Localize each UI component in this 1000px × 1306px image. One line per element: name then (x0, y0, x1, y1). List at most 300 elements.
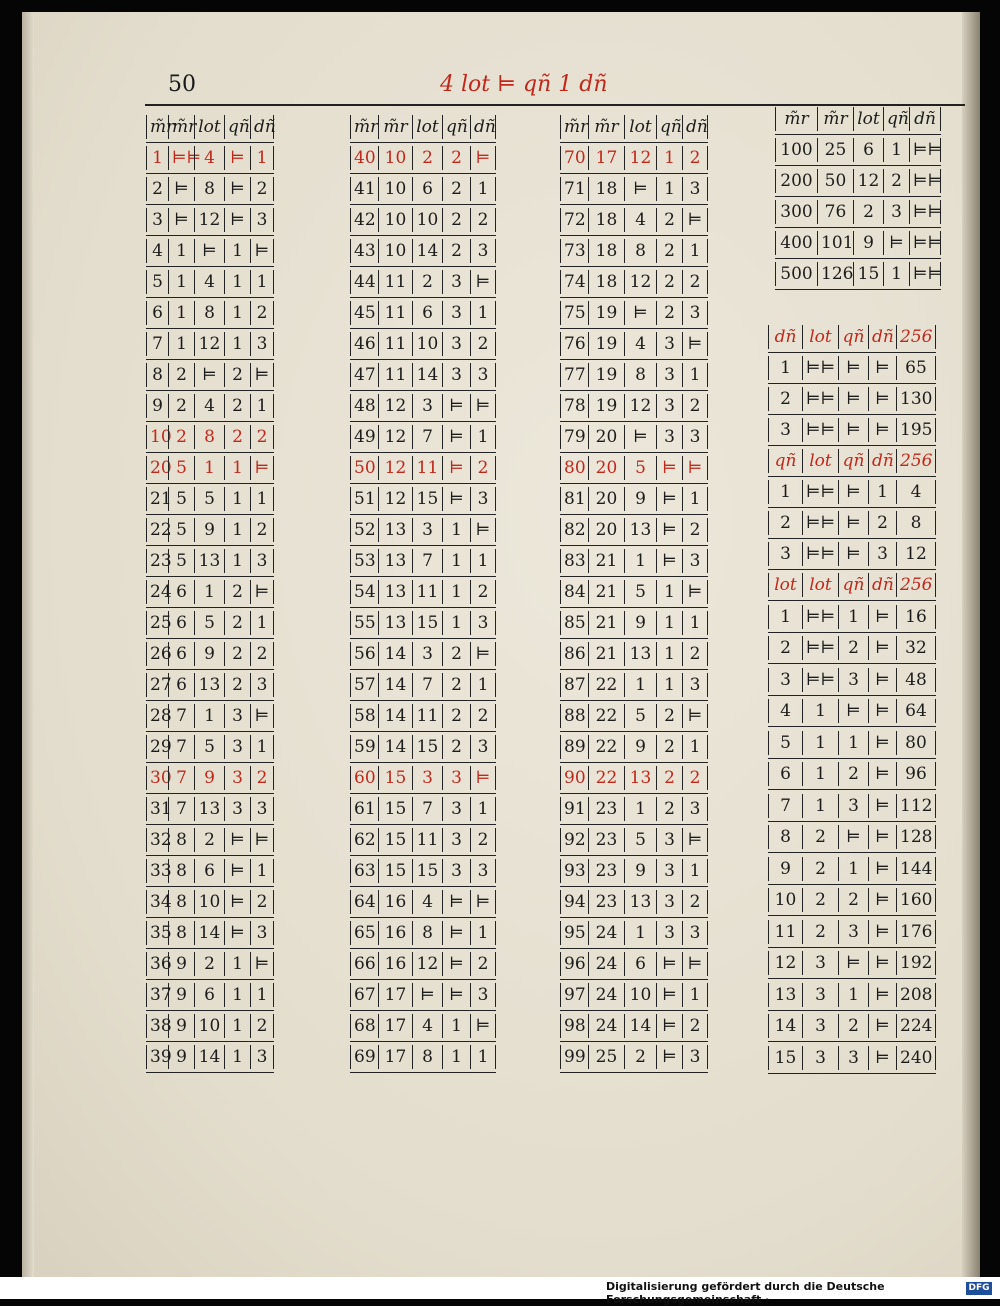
table-cell: 10 (378, 177, 412, 201)
table-cell: 27 (146, 673, 168, 697)
table-cell: ⊨ (442, 983, 470, 1007)
table-cell: 2 (168, 394, 194, 418)
table-cell: 1 (624, 797, 656, 821)
table-cell: 3 (224, 735, 250, 759)
table-cell: 35 (146, 921, 168, 945)
table-cell: 50 (817, 169, 853, 193)
table-cell: 2 (802, 920, 838, 944)
table-cell: 25 (146, 611, 168, 635)
table-cell: 1 (168, 301, 194, 325)
table-cell: 24 (146, 580, 168, 604)
table-cell: ⊨⊨ (909, 138, 941, 162)
table-row (350, 1011, 496, 1042)
table-row (768, 1043, 936, 1074)
table-cell: 34 (146, 890, 168, 914)
table-cell: 37 (146, 983, 168, 1007)
table-cell: 3 (442, 332, 470, 356)
table-cell: 1 (682, 487, 708, 511)
table-cell: 24 (588, 952, 624, 976)
table-cell: 2 (802, 888, 838, 912)
table-cell: 3 (250, 797, 274, 821)
table-cell: 1 (682, 239, 708, 263)
table-cell: 1 (470, 301, 496, 325)
table-header-cell: m̃r (146, 115, 168, 139)
table-cell: 9 (768, 857, 802, 881)
table-cell: 19 (588, 363, 624, 387)
table-cell: ⊨⊨ (802, 605, 838, 629)
table-cell: 1 (224, 456, 250, 480)
table-cell: 3 (656, 425, 682, 449)
table-cell: 4 (194, 394, 224, 418)
table-cell: ⊨ (868, 857, 896, 881)
table-row (350, 484, 496, 515)
table-cell: ⊨ (868, 668, 896, 692)
table-cell: 40 (350, 146, 378, 170)
table-cell: 24 (588, 921, 624, 945)
table-row (350, 949, 496, 980)
table-cell: 85 (560, 611, 588, 635)
table-cell: 15 (412, 611, 442, 635)
table-cell: 2 (682, 518, 708, 542)
table-cell: 25 (588, 1045, 624, 1069)
table-cell: 14 (412, 363, 442, 387)
table-cell: 13 (194, 797, 224, 821)
table-cell: 9 (624, 735, 656, 759)
table-header-cell: qñ (838, 449, 868, 473)
table-cell: 63 (350, 859, 378, 883)
table-cell: 7 (168, 735, 194, 759)
table-cell: 3 (224, 766, 250, 790)
table-header-cell: dñ (868, 325, 896, 349)
table-cell: 8 (624, 363, 656, 387)
table-cell: 81 (560, 487, 588, 511)
table-cell: 12 (378, 487, 412, 511)
table-cell: 21 (588, 549, 624, 573)
table-cell: 53 (350, 549, 378, 573)
table-cell: ⊨⊨ (802, 668, 838, 692)
table-cell: 1 (470, 177, 496, 201)
table-row (768, 1011, 936, 1042)
table-cell: 2 (656, 766, 682, 790)
table-cell: ⊨ (470, 394, 496, 418)
table-cell: 16 (378, 921, 412, 945)
table-cell: ⊨ (868, 888, 896, 912)
table-cell: 68 (350, 1014, 378, 1038)
table-cell: 91 (560, 797, 588, 821)
table-cell: 13 (624, 642, 656, 666)
table-cell: 1 (768, 605, 802, 629)
table-row (146, 887, 274, 918)
table-cell: ⊨ (250, 239, 274, 263)
table-header-cell: dñ (868, 573, 896, 597)
table-cell: 1 (883, 138, 909, 162)
table-cell: 6 (168, 642, 194, 666)
table-cell: 3 (470, 239, 496, 263)
table-cell: 2 (250, 177, 274, 201)
table-cell: ⊨ (442, 952, 470, 976)
table-cell: 3 (146, 208, 168, 232)
table-cell: ⊨ (470, 890, 496, 914)
table-row (146, 453, 274, 484)
table-row (350, 143, 496, 174)
table-row (146, 670, 274, 701)
table-cell: 2 (682, 890, 708, 914)
table-row (350, 856, 496, 887)
table-cell: 3 (250, 1045, 274, 1069)
table-header-cell: qñ (656, 115, 682, 139)
table-cell: 2 (682, 394, 708, 418)
table-cell: 19 (588, 332, 624, 356)
table-cell: 1 (224, 983, 250, 1007)
table-header-cell: m̃r (350, 115, 378, 139)
table-cell: 98 (560, 1014, 588, 1038)
table-cell: 8 (146, 363, 168, 387)
table-cell: 22 (146, 518, 168, 542)
table-cell: 3 (682, 1045, 708, 1069)
table-row (560, 515, 708, 546)
table-cell: 52 (350, 518, 378, 542)
table-row (560, 701, 708, 732)
table-header-cell: m̃r (588, 115, 624, 139)
table-cell: 6 (146, 301, 168, 325)
table-row (768, 822, 936, 853)
table-cell: ⊨ (442, 890, 470, 914)
table-header-row (768, 322, 936, 353)
table-cell: 12 (768, 951, 802, 975)
table-cell: 1 (194, 456, 224, 480)
table-cell: 2 (194, 828, 224, 852)
table-cell: 3 (250, 332, 274, 356)
table-cell: 8 (896, 511, 936, 535)
table-cell: 3 (250, 208, 274, 232)
table-cell: 96 (560, 952, 588, 976)
table-cell: 101 (817, 231, 853, 255)
table-cell: 1 (442, 518, 470, 542)
table-header-cell: m̃r (168, 115, 194, 139)
table-cell: 95 (560, 921, 588, 945)
table-cell: ⊨ (224, 859, 250, 883)
table-row (350, 825, 496, 856)
table-cell: ⊨ (656, 549, 682, 573)
table-cell: 56 (350, 642, 378, 666)
table-cell: 12 (624, 270, 656, 294)
table-cell: 2 (470, 952, 496, 976)
table-cell: 11 (378, 363, 412, 387)
table-cell: 15 (378, 797, 412, 821)
table-row (146, 484, 274, 515)
table-row (560, 856, 708, 887)
table-cell: ⊨⊨ (802, 636, 838, 660)
table-cell: 5 (624, 580, 656, 604)
table-cell: 14 (768, 1014, 802, 1038)
table-cell: 1 (224, 270, 250, 294)
table-cell: 10 (768, 888, 802, 912)
table-cell: 21 (588, 642, 624, 666)
table-header-row (146, 112, 274, 143)
table-cell: 22 (588, 735, 624, 759)
table-cell: 11 (412, 828, 442, 852)
table-cell: 3 (656, 828, 682, 852)
table-cell: 57 (350, 673, 378, 697)
table-cell: 73 (560, 239, 588, 263)
table-cell: ⊨ (682, 580, 708, 604)
table-row (560, 577, 708, 608)
table-cell: 1 (250, 146, 274, 170)
table-cell: 2 (250, 301, 274, 325)
table-cell: 2 (682, 270, 708, 294)
table-header-cell: qñ (768, 449, 802, 473)
table-cell: 33 (146, 859, 168, 883)
table-cell: 90 (560, 766, 588, 790)
table-cell: ⊨ (868, 1014, 896, 1038)
table-cell: 1 (224, 301, 250, 325)
table-row (768, 602, 936, 633)
table-row (146, 515, 274, 546)
page-heading: 4 lot ⊨ qñ 1 dñ (440, 72, 608, 97)
table-header-cell: lot (768, 573, 802, 597)
table-cell: 51 (350, 487, 378, 511)
table-row (350, 608, 496, 639)
table-row (350, 391, 496, 422)
table-cell: 58 (350, 704, 378, 728)
table-cell: 8 (168, 890, 194, 914)
table-cell: 1 (470, 797, 496, 821)
table-header-cell: lot (802, 325, 838, 349)
table-row (560, 205, 708, 236)
table-cell: 75 (560, 301, 588, 325)
table-cell: 8 (194, 177, 224, 201)
table-cell: 5 (194, 735, 224, 759)
table-cell: 2 (656, 270, 682, 294)
table-cell: ⊨ (838, 542, 868, 566)
table-cell: 1 (250, 983, 274, 1007)
table-cell: 11 (378, 270, 412, 294)
table-cell: 4 (412, 890, 442, 914)
table-cell: 64 (350, 890, 378, 914)
table-row (560, 391, 708, 422)
table-cell: 2 (470, 580, 496, 604)
table-cell: 2 (470, 208, 496, 232)
table-cell: ⊨ (868, 356, 896, 380)
table-cell: ⊨ (838, 480, 868, 504)
table-row (560, 670, 708, 701)
table-cell: 8 (768, 825, 802, 849)
table-cell: 7 (168, 766, 194, 790)
table-cell: 1 (442, 580, 470, 604)
table-cell: 4 (896, 480, 936, 504)
table-cell: 80 (896, 731, 936, 755)
table-cell: 12 (378, 394, 412, 418)
table-cell: 96 (896, 762, 936, 786)
table-cell: ⊨ (868, 983, 896, 1007)
table-cell: 15 (412, 487, 442, 511)
table-header-cell: dñ (682, 115, 708, 139)
table-cell: ⊨ (682, 456, 708, 480)
table-row (768, 759, 936, 790)
table-cell: 20 (588, 425, 624, 449)
table-cell: 23 (146, 549, 168, 573)
table-row (768, 696, 936, 727)
table-cell: 176 (896, 920, 936, 944)
table-cell: 7 (412, 673, 442, 697)
table-cell: 92 (560, 828, 588, 852)
table-cell: 2 (442, 146, 470, 170)
table-cell: 86 (560, 642, 588, 666)
table-cell: 3 (682, 177, 708, 201)
table-header-cell: 256 (896, 573, 936, 597)
table-cell: 2 (768, 387, 802, 411)
table-cell: 39 (146, 1045, 168, 1069)
table-cell: 1 (838, 731, 868, 755)
table-cell: 2 (656, 239, 682, 263)
table-cell: 2 (470, 456, 496, 480)
table-cell: 54 (350, 580, 378, 604)
table-cell: 23 (588, 890, 624, 914)
table-cell: 2 (656, 735, 682, 759)
table-cell: 44 (350, 270, 378, 294)
table-cell: ⊨ (442, 425, 470, 449)
table-cell: 1 (194, 580, 224, 604)
table-cell: 2 (168, 425, 194, 449)
table-cell: 1 (802, 762, 838, 786)
table-cell: 9 (146, 394, 168, 418)
table-cell: 14 (194, 921, 224, 945)
table-cell: 14 (378, 642, 412, 666)
table-cell: 2 (224, 425, 250, 449)
table-cell: 126 (817, 262, 853, 286)
table-cell: 28 (146, 704, 168, 728)
table-cell: 17 (588, 146, 624, 170)
table-row (350, 546, 496, 577)
table-row (560, 949, 708, 980)
table-cell: 20 (588, 487, 624, 511)
table-cell: ⊨⊨ (802, 511, 838, 535)
table-cell: 14 (378, 735, 412, 759)
table-row (560, 980, 708, 1011)
table-cell: 23 (588, 797, 624, 821)
table-row (146, 360, 274, 391)
table-cell: 1 (224, 518, 250, 542)
table-cell: 80 (560, 456, 588, 480)
table-cell: 32 (146, 828, 168, 852)
table-cell: 3 (470, 487, 496, 511)
table-row (146, 732, 274, 763)
table-cell: 1 (250, 859, 274, 883)
table-row (350, 360, 496, 391)
table-cell: 69 (350, 1045, 378, 1069)
table-cell: 1 (470, 425, 496, 449)
table-cell: 11 (412, 456, 442, 480)
table-cell: 1 (802, 794, 838, 818)
table-cell: 8 (194, 425, 224, 449)
table-cell: ⊨⊨ (168, 146, 194, 170)
table-row (350, 639, 496, 670)
table-cell: 3 (838, 794, 868, 818)
table-cell: 112 (896, 794, 936, 818)
table-cell: ⊨ (868, 951, 896, 975)
table-row (775, 228, 941, 259)
table-cell: 49 (350, 425, 378, 449)
table-cell: 71 (560, 177, 588, 201)
table-cell: 10 (194, 890, 224, 914)
table-header-cell: lot (802, 573, 838, 597)
table-row (146, 236, 274, 267)
table-cell: 72 (560, 208, 588, 232)
table-cell: 3 (682, 921, 708, 945)
table-header-cell: lot (194, 115, 224, 139)
table-cell: ⊨ (224, 921, 250, 945)
table-row (768, 885, 936, 916)
table-cell: ⊨⊨ (909, 169, 941, 193)
table-cell: 17 (378, 1045, 412, 1069)
table-cell: 79 (560, 425, 588, 449)
table-cell: 14 (412, 239, 442, 263)
table-cell: 1 (883, 262, 909, 286)
table-cell: 1 (656, 673, 682, 697)
table-cell: 9 (194, 642, 224, 666)
table-cell: 2 (470, 828, 496, 852)
table-cell: ⊨ (682, 952, 708, 976)
table-header-row (768, 446, 936, 477)
table-cell: 50 (350, 456, 378, 480)
table-cell: 14 (378, 704, 412, 728)
table-cell: 1 (802, 731, 838, 755)
table-cell: 9 (168, 983, 194, 1007)
table-cell: ⊨ (838, 511, 868, 535)
table-row (560, 763, 708, 794)
table-cell: ⊨⊨ (802, 418, 838, 442)
table-cell: 93 (560, 859, 588, 883)
table-cell: 2 (146, 177, 168, 201)
table-row (768, 728, 936, 759)
table-row (768, 633, 936, 664)
table-row (768, 415, 936, 446)
table-cell: 19 (588, 394, 624, 418)
table-cell: 2 (442, 735, 470, 759)
table-row (560, 453, 708, 484)
table-cell: 2 (412, 270, 442, 294)
table-header-cell: lot (853, 107, 883, 131)
table-cell: 4 (146, 239, 168, 263)
table-cell: ⊨ (624, 301, 656, 325)
table-cell: 74 (560, 270, 588, 294)
table-row (775, 166, 941, 197)
table-cell: 3 (802, 1046, 838, 1070)
table-cell: 46 (350, 332, 378, 356)
table-row (560, 546, 708, 577)
table-cell: 2 (838, 1014, 868, 1038)
table-row (560, 1042, 708, 1073)
table-cell: 1 (802, 699, 838, 723)
table-cell: 3 (656, 363, 682, 387)
table-header-cell: dñ (909, 107, 941, 131)
table-cell: ⊨⊨ (909, 231, 941, 255)
table-cell: 5 (194, 487, 224, 511)
table-cell: ⊨ (838, 951, 868, 975)
table-cell: 78 (560, 394, 588, 418)
table-cell: 10 (146, 425, 168, 449)
table-cell: 9 (624, 859, 656, 883)
table-cell: 2 (838, 762, 868, 786)
table-cell: ⊨ (868, 605, 896, 629)
table-cell: 3 (442, 766, 470, 790)
table-cell: 70 (560, 146, 588, 170)
table-row (146, 1042, 274, 1073)
table-row (560, 360, 708, 391)
table-row (146, 639, 274, 670)
table-cell: 1 (682, 983, 708, 1007)
table-row (350, 980, 496, 1011)
